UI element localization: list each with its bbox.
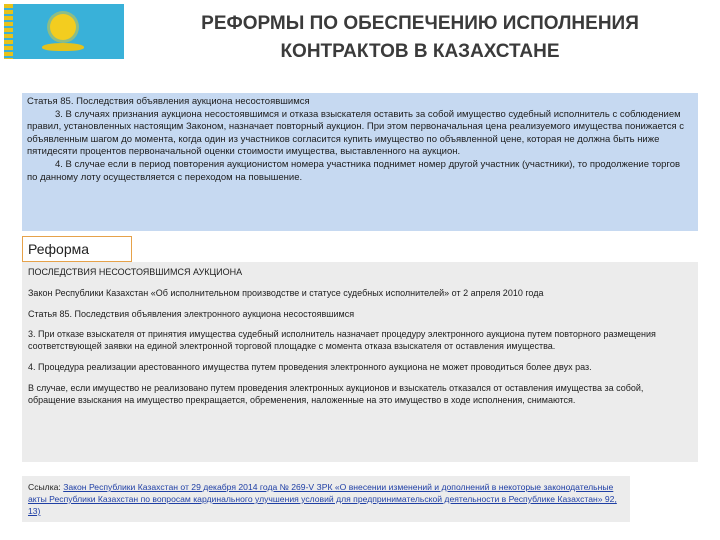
old-law-heading: Статья 85. Последствия объявления аукциона несостоявшимся [27,96,310,107]
reform-para-4: 4. Процедура реализации арестованного имущества путем проведения электронного аукциона не может проводиться более двух раз. [28,361,592,372]
page-title [140,10,700,66]
flag-eagle [42,43,84,51]
reform-article: Статья 85. Последствия объявления электронного аукциона несостоявшимся [28,308,355,319]
old-law-para-4: 4. В случае если в период повторения аукционистом номера участника поднимет номер другой участник (участники), то продолжение торгов по данному лоту осуществляется с переходом на повышение. [27,158,681,183]
page-title-line2: КОНТРАКТОВ В КАЗАХСТАНЕ [280,41,560,62]
reform-para-5: В случае, если имущество не реализовано путем проведения электронных аукционов и взыскатель отказался от оставления имущества за собой, обращение взыскания на имущество прекращается, обременения, наложенные на это имущество в ходе исполнения, снимаются. [28,382,644,405]
reform-para-3: 3. При отказе взыскателя от принятия имущества судебный исполнитель назначает процедуру электронного аукциона путем повторного размещения соответствующей заявки на единой электронной торговой площадке с момента отказа взыскателя от оставления имущества. [28,329,656,352]
reference-link[interactable]: Закон Республики Казахстан от 29 декабря 2014 года № 269-V ЗРК «О внесении изменений и дополнений в некоторые законодательные акты Республики Казахстан по вопросам кардинального улучшения условий для предпринимательской деятельности в Республике Казахстан» 92, 13) [28,482,617,516]
reform-tab [22,236,132,262]
flag-sun [50,14,76,40]
old-law-para-3: 3. В случаях признания аукциона несостоявшимся и отказа взыскателя оставить за собой имущество судебный исполнитель с соблюдением правил, установленных настоящим Законом, назначает повторный аукцион. При этом первоначальная цена реализуемого имущества понижается с объявленным шагом до момента, когда один из участников согласится купить имущество по объявленной цене, которая не должна быть ниже пятидесяти процентов первоначальной оценки стоимости имущества, выставленного на аукцион. [27,108,684,158]
reform-box [22,262,698,462]
reform-heading: ПОСЛЕДСТВИЯ НЕСОСТОЯВШИМСЯ АУКЦИОНА [28,267,243,277]
reform-law-title: Закон Республики Казахстан «Об исполнительном производстве и статусе судебных исполнителей» от 2 апреля 2010 года [28,287,544,298]
kazakhstan-flag-icon [4,4,124,59]
reform-tab-label: Реформа [28,241,90,257]
reference-box [22,476,630,522]
old-law-box [22,93,698,231]
reference-prefix: Ссылка: [28,482,64,492]
flag-ornament [4,4,13,59]
page-title-line1: РЕФОРМЫ ПО ОБЕСПЕЧЕНИЮ ИСПОЛНЕНИЯ [201,13,639,34]
